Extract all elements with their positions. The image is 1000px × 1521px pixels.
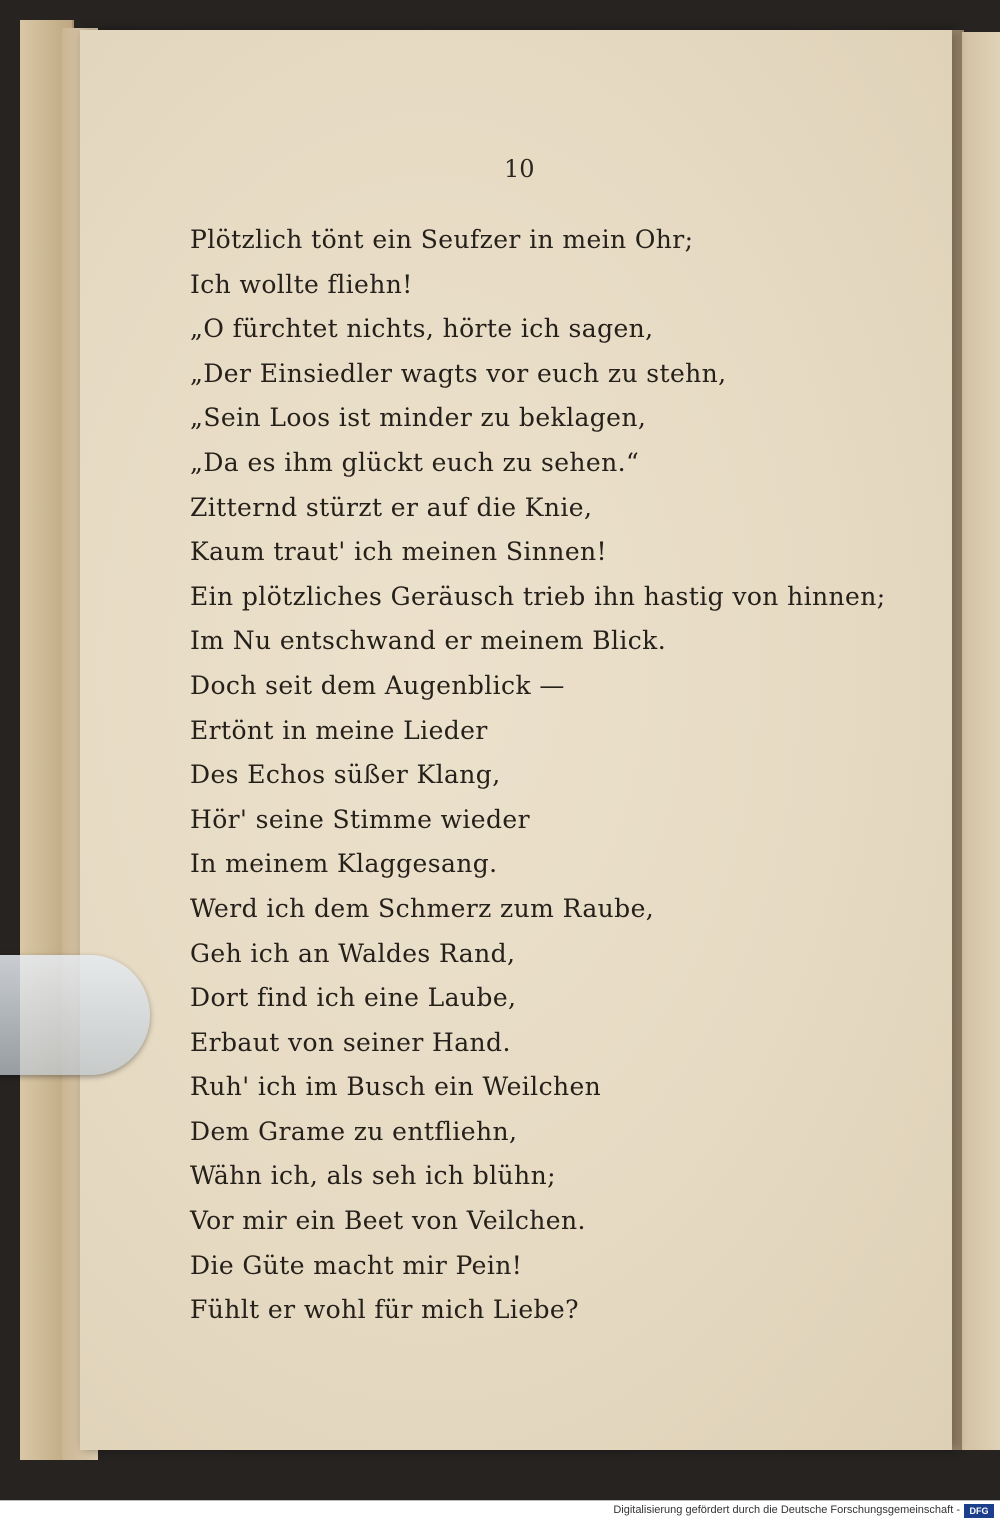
poem-line: Kaum traut' ich meinen Sinnen! xyxy=(190,537,607,567)
poem-line: Vor mir ein Beet von Veilchen. xyxy=(190,1206,586,1236)
poem-line: Des Echos süßer Klang, xyxy=(190,760,501,790)
poem-line: Die Güte macht mir Pein! xyxy=(190,1250,523,1280)
poem-line: Im Nu entschwand er meinem Blick. xyxy=(190,626,667,656)
poem-line: Zitternd stürzt er auf die Knie, xyxy=(190,492,593,522)
poem-line: Werd ich dem Schmerz zum Raube, xyxy=(190,893,655,923)
poem-line: In meinem Klaggesang. xyxy=(190,849,498,879)
funding-notice: Digitalisierung gefördert durch die Deutsche Forschungsgemeinschaft - xyxy=(613,1504,960,1516)
poem-line: „O fürchtet nichts, hörte ich sagen, xyxy=(190,314,654,344)
page-clip xyxy=(0,955,150,1075)
poem-line: Geh ich an Waldes Rand, xyxy=(190,938,516,968)
poem-line: „Sein Loos ist minder zu beklagen, xyxy=(190,403,647,433)
poem-line: Ruh' ich im Busch ein Weilchen xyxy=(190,1072,602,1102)
poem-line: „Da es ihm glückt euch zu sehen.“ xyxy=(190,447,640,477)
footer-bar xyxy=(0,1500,1000,1521)
poem-line: Ertönt in meine Lieder xyxy=(190,715,488,745)
poem-line: Dort find ich eine Laube, xyxy=(190,983,517,1013)
poem-line: Dem Grame zu entfliehn, xyxy=(190,1116,518,1146)
poem-line: Ein plötzliches Geräusch trieb ihn hastig von hinnen; xyxy=(190,581,886,611)
poem-line: „Der Einsiedler wagts vor euch zu stehn, xyxy=(190,358,727,388)
poem-line: Wähn ich, als seh ich blühn; xyxy=(190,1161,556,1191)
poem-line: Doch seit dem Augenblick — xyxy=(190,670,565,700)
next-page-edge xyxy=(962,32,1000,1450)
poem-line: Fühlt er wohl für mich Liebe? xyxy=(190,1295,579,1325)
poem-line: Hör' seine Stimme wieder xyxy=(190,804,530,834)
poem-line: Plötzlich tönt ein Seufzer in mein Ohr; xyxy=(190,225,694,254)
poem-line: Erbaut von seiner Hand. xyxy=(190,1027,511,1057)
poem-line: Ich wollte fliehn! xyxy=(190,269,413,299)
page-number: 10 xyxy=(504,155,535,183)
dfg-logo: DFG xyxy=(964,1504,994,1518)
poem-text xyxy=(190,218,930,1333)
